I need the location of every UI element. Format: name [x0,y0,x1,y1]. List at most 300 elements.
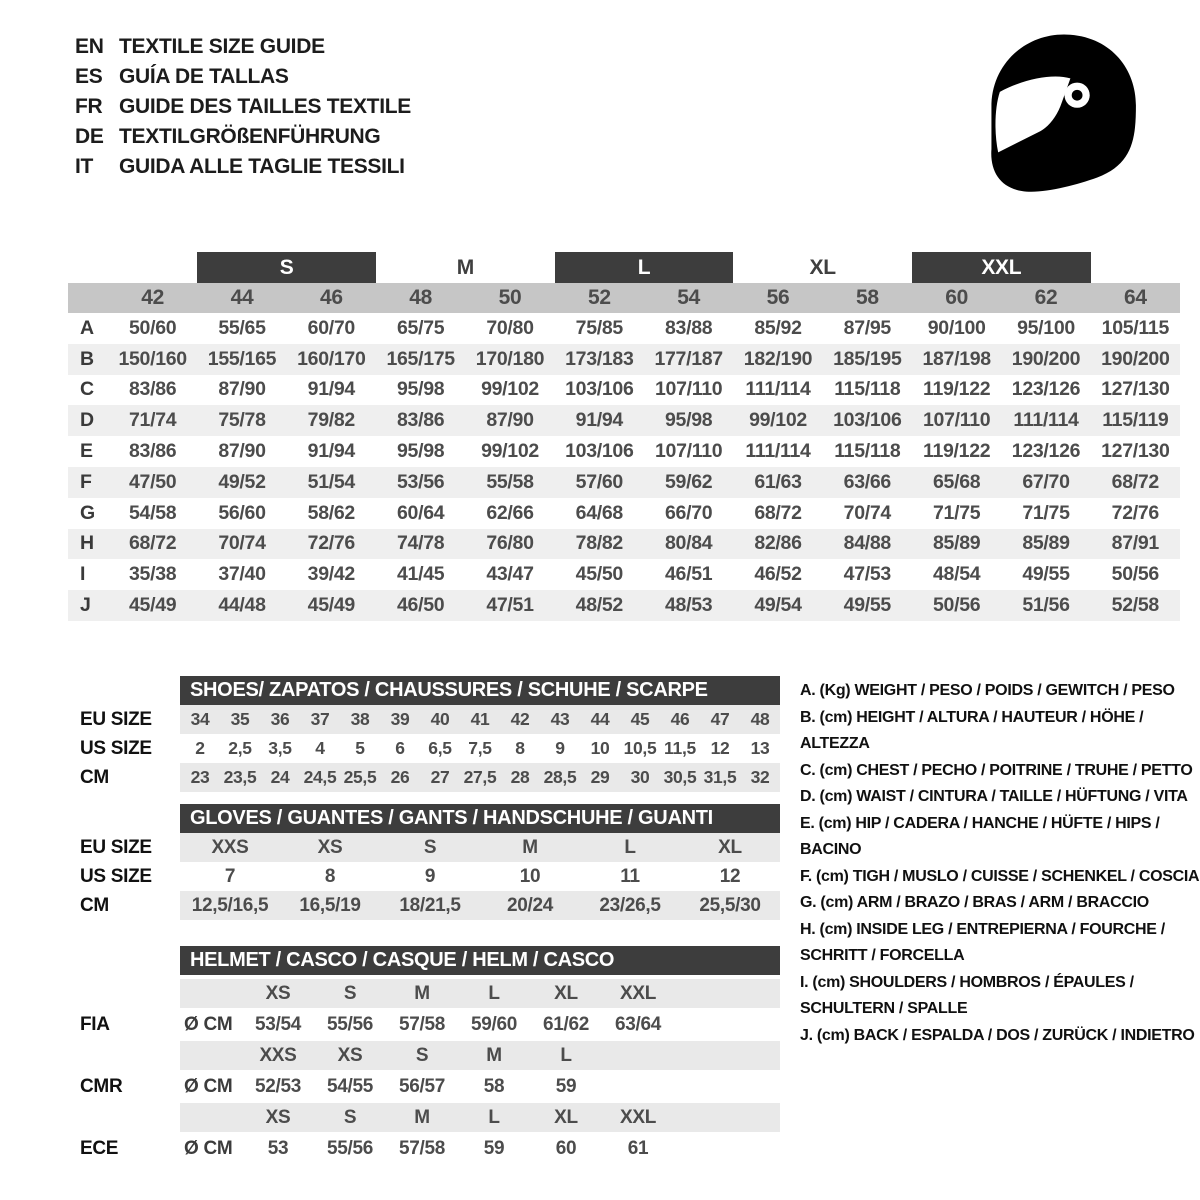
size-value: 80/84 [665,532,713,555]
size-value: 8 [324,865,336,887]
helmet-size-label: XL [554,982,578,1004]
numeric-size: 58 [855,286,879,309]
size-value: 95/100 [1017,316,1075,339]
measurement-row-e [68,436,1180,467]
numeric-size: 44 [230,286,254,309]
size-value: L [624,836,636,858]
legend-line-i: I. (cm) SHOULDERS / HOMBROS / ÉPAULES / SCHULTERN / SPALLE [800,973,1134,1017]
size-value: 49/52 [218,470,266,493]
unit-cell: Ø CM [184,1075,233,1097]
size-value: 155/165 [207,347,277,370]
gloves-cells [180,833,780,862]
size-value: 41 [470,709,490,729]
size-value: 185/195 [833,347,902,370]
size-value: 53/56 [397,470,445,493]
size-value: 46/51 [665,563,713,586]
size-value: 27 [430,767,450,787]
legend-line-d: D. (cm) WAIST / CINTURA / TAILLE / HÜFTUNG / VITA [800,788,1188,805]
helmet-size-value: 54/55 [326,1075,374,1097]
size-value: 7,5 [468,738,492,758]
size-value: 43 [550,709,570,729]
size-value: 28 [510,767,530,787]
helmet-size-value: 59/60 [470,1013,518,1035]
size-value: 46/50 [397,594,445,617]
language-title: TEXTILGRÖßENFÜHRUNG [119,125,381,148]
numeric-size: 60 [945,286,969,309]
row-letter: A [80,316,94,339]
size-value: 56/60 [218,501,266,524]
size-value: 32 [750,767,770,787]
size-value: 87/95 [843,316,891,339]
row-letter: D [80,409,94,432]
helmet-size-label: L [488,1106,500,1128]
size-value: 25,5 [343,767,377,787]
size-value: 59/62 [665,470,713,493]
helmet-size-table [80,946,790,1163]
measurement-row-d [68,405,1180,436]
helmet-size-label: S [415,1044,429,1066]
size-value: 83/86 [129,440,177,463]
size-value: 58/62 [307,501,355,524]
language-row-it [75,152,411,182]
racing-helmet-icon [978,26,1146,198]
size-value: 12,5/16,5 [191,894,269,916]
helmet-size-label: XL [554,1106,578,1128]
size-value: 45/49 [307,594,355,617]
row-letter: J [80,594,91,617]
size-value: 7 [224,865,236,887]
shoes-cells [180,705,780,734]
size-value: 23,5 [223,767,257,787]
numeric-size: 62 [1034,286,1058,309]
size-value: 42 [510,709,530,729]
helmet-size-value: 55/56 [326,1137,374,1159]
size-value: 91/94 [575,409,623,432]
size-value: 74/78 [397,532,445,555]
size-value: 11,5 [664,738,696,758]
language-code: EN [75,35,104,58]
size-value: 29 [590,767,610,787]
size-value: 38 [350,709,370,729]
size-value: 64/68 [575,501,623,524]
size-value: 40 [430,709,450,729]
shoes-title: SHOES/ ZAPATOS / CHAUSSURES / SCHUHE / SCARPE [180,676,780,705]
helmet-size-label: XS [265,982,291,1004]
helmet-size-value: 59 [483,1137,505,1159]
helmet-size-label: M [414,982,430,1004]
shoes-cells [180,734,780,763]
size-value: 55/58 [486,470,534,493]
helmet-values-cells [180,1010,780,1039]
legend-line-b: B. (cm) HEIGHT / ALTURA / HAUTEUR / HÖHE / ALTEZZA [800,708,1144,752]
size-value: 28,5 [543,767,577,787]
size-value: 35 [230,709,250,729]
size-value: 103/106 [565,378,634,401]
size-value: 72/76 [1111,501,1159,524]
size-value: 30 [630,767,650,787]
measurement-row-f [68,467,1180,498]
numeric-size: 52 [587,286,611,309]
legend-line-f: F. (cm) TIGH / MUSLO / CUISSE / SCHENKEL / COSCIA [800,867,1200,885]
section-gap [80,920,790,946]
size-value: 51/54 [307,470,355,493]
size-value: 105/115 [1101,316,1169,339]
helmet-size-value: 61 [627,1137,649,1159]
size-value: 48/53 [665,594,713,617]
helmet-size-value: 58 [483,1075,505,1097]
size-value: 36 [270,709,290,729]
size-value: 18/21,5 [399,894,461,916]
size-value: 63/66 [843,470,891,493]
size-value: 190/200 [1011,347,1081,370]
size-value: 103/106 [833,409,902,432]
size-value: 87/91 [1111,532,1159,555]
helmet-size-label: XXL [619,1106,657,1128]
shoes-row-eu-size [80,705,790,734]
size-value: 65/75 [397,316,445,339]
size-value: 123/126 [1011,440,1081,463]
size-value: 54/58 [129,501,177,524]
helmet-size-label: S [343,982,357,1004]
size-value: 123/126 [1011,378,1081,401]
size-value: 47/51 [486,594,534,617]
size-value: 50/60 [129,316,177,339]
size-value: 61/63 [754,470,802,493]
helmet-values-row-ece [80,1134,790,1163]
size-value: 25,5/30 [699,894,761,916]
size-label-l: L [555,252,734,283]
row-label: US SIZE [80,737,152,759]
measurement-row-j [68,590,1180,621]
helmet-sizes-row-ece [80,1103,790,1132]
measurement-row-b [68,344,1180,375]
size-value: 12 [710,738,730,758]
language-title: GUIDA ALLE TAGLIE TESSILI [119,155,405,178]
size-value: M [522,836,538,858]
size-value: 72/76 [307,532,355,555]
size-value: 60/64 [397,501,445,524]
size-value: 95/98 [665,409,713,432]
size-value: 71/75 [1022,501,1070,524]
size-value: 44/48 [218,594,266,617]
helmet-sizes-row-fia [80,979,790,1008]
size-value: 95/98 [397,378,445,401]
measurement-row-i [68,559,1180,590]
gloves-row-cm [80,891,790,920]
helmet-sizes-cells [180,1041,780,1070]
row-letter: H [80,532,94,555]
size-value: 24 [270,767,290,787]
size-value: 78/82 [575,532,623,555]
legend-line-e: E. (cm) HIP / CADERA / HANCHE / HÜFTE / HIPS / BACINO [800,814,1160,858]
row-label: EU SIZE [80,836,152,858]
helmet-size-label: XXL [619,982,657,1004]
size-label-xl: XL [809,255,836,279]
language-row-es [75,62,411,92]
size-value: 48 [750,709,770,729]
size-value: 182/190 [743,347,813,370]
row-letter: F [80,470,92,493]
size-value: 48/52 [575,594,623,617]
size-value: 91/94 [307,440,355,463]
size-value: 170/180 [475,347,545,370]
size-value: 2 [195,738,205,758]
language-code: IT [75,155,94,178]
size-value: 90/100 [927,316,986,339]
gloves-cells [180,862,780,891]
size-value: 85/89 [1022,532,1070,555]
size-value: 70/74 [218,532,266,555]
measurement-row-h [68,529,1180,560]
size-value: 67/70 [1022,470,1070,493]
size-value: 6 [395,738,405,758]
size-value: 87/90 [218,440,266,463]
size-value: 9 [424,865,436,887]
size-value: 177/187 [654,347,723,370]
size-value: 83/88 [665,316,713,339]
row-letter: E [80,440,93,463]
numeric-size-row [68,283,1180,313]
size-value: 49/54 [754,594,802,617]
size-value: 76/80 [486,532,534,555]
helmet-size-value: 57/58 [398,1137,446,1159]
size-value: 44 [590,709,610,729]
size-value: 3,5 [268,738,292,758]
unit-cell: Ø CM [184,1013,233,1035]
size-value: 10,5 [623,738,657,758]
size-value: 115/119 [1102,409,1169,432]
gloves-title: GLOVES / GUANTES / GANTS / HANDSCHUHE / GUANTI [180,804,780,833]
size-value: 45/50 [575,563,623,586]
size-value: 71/75 [933,501,981,524]
row-letter: B [80,347,94,370]
size-value: 13 [750,738,770,758]
size-value: 165/175 [386,347,455,370]
unit-cell: Ø CM [184,1137,233,1159]
size-value: 71/74 [129,409,177,432]
size-value: 30,5 [663,767,697,787]
size-value: 127/130 [1101,378,1170,401]
helmet-size-value: 52/53 [254,1075,302,1097]
size-value: 79/82 [307,409,355,432]
size-value: 70/74 [843,501,891,524]
gloves-cells [180,891,780,920]
size-value: 20/24 [506,894,554,916]
helmet-values-row-cmr [80,1072,790,1101]
size-value: 82/86 [754,532,802,555]
size-value: 12 [719,865,741,887]
helmet-size-label: S [343,1106,357,1128]
language-list [75,32,411,182]
size-value: 84/88 [843,532,891,555]
helmet-values-cells [180,1072,780,1101]
size-value: 4 [315,738,325,758]
size-value: 41/45 [397,563,445,586]
language-title: GUIDE DES TAILLES TEXTILE [119,95,411,118]
row-label: CM [80,766,109,788]
size-value: 75/85 [575,316,623,339]
size-value: 9 [555,738,565,758]
size-value: 60/70 [307,316,355,339]
section-gap [80,792,790,804]
language-code: FR [75,95,103,118]
size-value: 62/66 [486,501,534,524]
size-value: 107/110 [655,378,723,401]
size-value: 187/198 [922,347,991,370]
size-value: 95/98 [397,440,445,463]
size-value: XL [718,836,742,858]
size-value: 111/114 [745,378,811,401]
size-value: 87/90 [218,378,266,401]
size-value: 39 [390,709,410,729]
size-value: 27,5 [463,767,497,787]
language-row-de [75,122,411,152]
standard-label: FIA [80,1013,110,1035]
size-value: 45/49 [129,594,177,617]
size-value: 34 [190,709,210,729]
shoes-cells [180,763,780,792]
size-value: 68/72 [129,532,177,555]
textile-size-table [68,252,1180,621]
size-value: 91/94 [307,378,355,401]
numeric-size: 64 [1123,286,1147,309]
size-value: 65/68 [933,470,981,493]
size-value: 47 [710,709,730,729]
row-letter: G [80,501,95,524]
standard-label: CMR [80,1075,123,1097]
helmet-values-cells [180,1134,780,1163]
size-value: 47/53 [843,563,891,586]
row-letter: I [80,563,86,586]
row-label: EU SIZE [80,708,152,730]
size-value: 83/86 [129,378,177,401]
size-value: 103/106 [565,440,634,463]
size-value: 107/110 [923,409,991,432]
size-value: S [423,836,437,858]
size-value: 5 [355,738,365,758]
size-value: 49/55 [1022,563,1070,586]
size-value: 51/56 [1022,594,1070,617]
helmet-size-value: 53 [267,1137,289,1159]
size-value: 111/114 [745,440,811,463]
size-value: 68/72 [754,501,802,524]
row-letter: C [80,378,94,401]
size-value: 47/50 [129,470,177,493]
helmet-size-value: 60 [555,1137,577,1159]
size-value: 99/102 [481,440,539,463]
size-value: 10 [590,738,610,758]
size-value: XXS [211,836,249,858]
size-value: 2,5 [228,738,252,758]
size-value: 99/102 [749,409,807,432]
helmet-size-label: M [414,1106,430,1128]
size-value: 99/102 [481,378,539,401]
language-title: GUÍA DE TALLAS [119,65,289,88]
measurement-row-c [68,375,1180,406]
size-value: 43/47 [486,563,534,586]
gloves-size-table [80,804,790,920]
measurement-row-g [68,498,1180,529]
helmet-size-value: 53/54 [254,1013,302,1035]
size-value: 35/38 [129,563,177,586]
standard-label: ECE [80,1137,119,1159]
size-value: 85/89 [933,532,981,555]
size-value: 127/130 [1101,440,1170,463]
numeric-size: 56 [766,286,790,309]
size-value: 119/122 [923,440,991,463]
size-value: 46 [670,709,690,729]
helmet-size-label: XS [337,1044,363,1066]
language-code: ES [75,65,103,88]
size-value: 115/118 [834,440,901,463]
size-value: 83/86 [397,409,445,432]
size-value: 48/54 [933,563,981,586]
size-value: 46/52 [754,563,802,586]
legend-line-j: J. (cm) BACK / ESPALDA / DOS / ZURÜCK / INDIETRO [800,1026,1195,1044]
helmet-size-label: XXS [259,1044,297,1066]
size-value: 50/56 [1111,563,1159,586]
size-value: 173/183 [565,347,634,370]
measurement-row-a [68,313,1180,344]
shoes-row-us-size [80,734,790,763]
size-value: 87/90 [486,409,534,432]
size-value: 37 [310,709,330,729]
helmet-sizes-cells [180,979,780,1008]
size-value: 23 [190,767,210,787]
size-labels-row [68,252,1180,283]
size-value: 23/26,5 [599,894,661,916]
legend-line-h: H. (cm) INSIDE LEG / ENTREPIERNA / FOURCHE / SCHRITT / FORCELLA [800,920,1165,964]
helmet-size-value: 63/64 [614,1013,662,1035]
measurement-legend [800,678,1200,1049]
language-title: TEXTILE SIZE GUIDE [119,35,325,58]
size-value: 37/40 [218,563,266,586]
size-value: 39/42 [307,563,355,586]
size-value: 190/200 [1101,347,1170,370]
size-value: 11 [620,865,640,887]
numeric-size: 54 [677,286,701,309]
size-value: 85/92 [754,316,802,339]
numeric-size: 48 [409,286,433,309]
size-label-m: M [456,255,474,279]
gloves-row-eu-size [80,833,790,862]
size-value: XS [317,836,343,858]
size-value: 16,5/19 [299,894,361,916]
helmet-values-row-fia [80,1010,790,1039]
helmet-size-value: 57/58 [398,1013,446,1035]
size-value: 57/60 [575,470,623,493]
size-value: 70/80 [486,316,534,339]
helmet-sizes-cells [180,1103,780,1132]
numeric-size: 42 [141,286,165,309]
size-value: 119/122 [923,378,991,401]
size-value: 24,5 [303,767,337,787]
language-row-fr [75,92,411,122]
size-value: 45 [630,709,650,729]
helmet-sizes-row-cmr [80,1041,790,1070]
helmet-size-value: 56/57 [398,1075,446,1097]
helmet-size-value: 59 [555,1075,577,1097]
helmet-size-label: XS [265,1106,291,1128]
legend-line-c: C. (cm) CHEST / PECHO / POITRINE / TRUHE / PETTO [800,761,1193,779]
size-value: 55/65 [218,316,266,339]
size-value: 52/58 [1111,594,1159,617]
size-value: 115/118 [834,378,901,401]
size-value: 66/70 [665,501,713,524]
size-value: 160/170 [297,347,366,370]
size-label-xxl: XXL [912,252,1091,283]
numeric-size: 46 [319,286,343,309]
